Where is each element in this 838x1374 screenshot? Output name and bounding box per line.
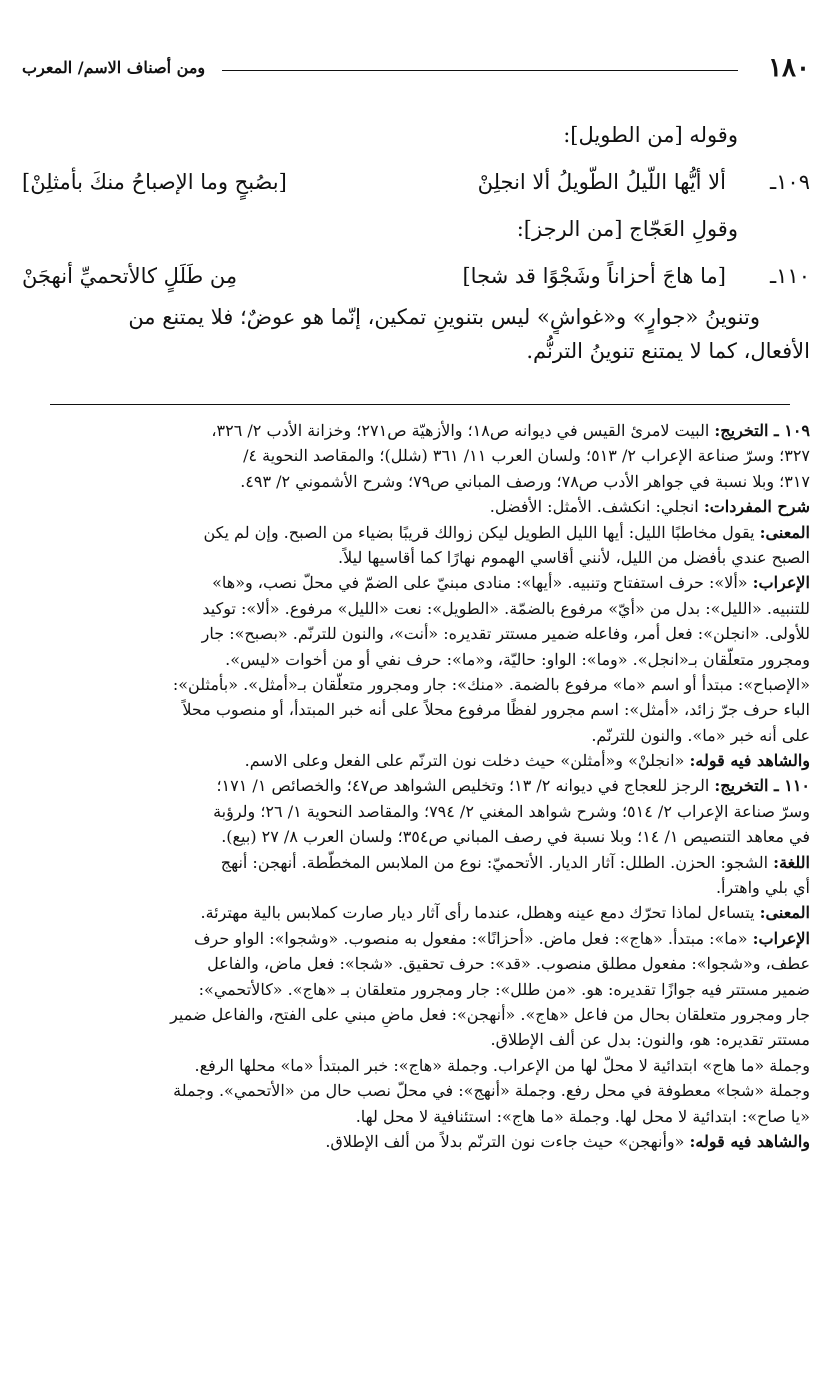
- header-rule: [222, 70, 738, 71]
- note-text: الرجز للعجاج في ديوانه ٢/ ١٣؛ وتخليص الشواهد ص٤٧؛ والخصائص ١/ ١٧١؛: [216, 776, 710, 796]
- verse-intro-1: وقوله [من الطويل]:: [563, 123, 738, 147]
- prose-line: الأفعال، كما لا يمتنع تنوينُ الترنُّم.: [526, 339, 810, 363]
- note-line: عطف، و«شجوا»: مفعول مطلق منصوب. «قد»: حرف تحقيق. «شجا»: فعل ماض، والفاعل: [207, 954, 810, 974]
- note-line: [20, 520, 810, 545]
- running-title: ومن أصناف الاسم/ المعرب: [22, 58, 206, 77]
- prose-line: وتنوينُ «جوارٍ» و«غواشٍ» ليس بتنوينِ تمكين، إنّما هو عوضٌ؛ فلا يمتنع من: [128, 305, 760, 329]
- verse-intro-2: وقولِ العَجّاج [من الرجز]:: [516, 217, 738, 241]
- first-hemistich: ألا أيُّها اللّيلُ الطّويلُ ألا انجلِنْ: [477, 170, 726, 194]
- note-line: وجملة «ما هاج» ابتدائية لا محلّ لها من الإعراب. وجملة «هاج»: خبر المبتدأ «ما» محلها الرفع.: [194, 1055, 810, 1075]
- verse-110: [22, 252, 810, 300]
- note-line: [20, 926, 810, 951]
- note-line: جار ومجرور متعلقان بحال من فاعل «هاج». «أنهجن»: فعل ماضٍ مبني على الفتح، والفاعل ضمير: [170, 1004, 810, 1024]
- note-line: مستتر تقديره: هو، والنون: بدل عن ألف الإطلاق.: [490, 1030, 810, 1050]
- note-text: «وأنهجن» حيث جاءت نون الترنّم بدلاً من ألف الإطلاق.: [325, 1131, 685, 1151]
- second-hemistich: مِن طَلَلٍ كالأتحميِّ أنهجَنْ: [22, 264, 238, 288]
- note-line: وجملة «شجا» معطوفة في محل رفع. وجملة «أنهج»: في محلّ نصب حال من «الأتحمي». وجملة: [173, 1081, 810, 1101]
- first-hemistich: [ما هاجَ أحزاناً وشَجْوًا قد شجا]: [462, 264, 726, 288]
- note-text: البيت لامرئ القيس في ديوانه ص١٨؛ والأزهيّة ص٢٧١؛ وخزانة الأدب ٢/ ٣٢٦،: [211, 421, 710, 440]
- note-line: [20, 570, 810, 595]
- note-text: الشجو: الحزن. الطلل: آثار الديار. الأتحميّ: نوع من الملابس المخطّطة. أنهجن: أنهج: [220, 852, 769, 872]
- meaning-label: المعنى:: [759, 522, 810, 542]
- verse-109: [22, 158, 810, 206]
- verse-number: ١٠٩ـ: [770, 170, 810, 194]
- note-text: يقول مخاطبًا الليل: أيها الليل الطويل ليكن زوالك قريبًا بضياء من الصبح. وإن لم يكن: [203, 522, 755, 542]
- note-line: ٣٢٧؛ وسرّ صناعة الإعراب ٢/ ٥١٣؛ ولسان العرب ١١/ ٣٦١ (شلل)؛ والمقاصد النحوية ٤/: [243, 446, 810, 466]
- note-line: ٣١٧؛ وبلا نسبة في جواهر الأدب ص٧٨؛ ورصف المباني ص٧٩؛ وشرح الأشموني ٢/ ٤٩٣.: [240, 471, 810, 491]
- parsing-label: الإعراب:: [752, 573, 810, 593]
- note-line: [20, 494, 810, 519]
- verse-number: ١١٠ـ: [770, 264, 810, 288]
- prose-paragraph: [22, 300, 810, 368]
- note-line: للأولى. «انجلن»: فعل أمر، وفاعله ضمير مستتر تقديره: «أنت»، والنون للترنّم. «بصبح»: جار: [201, 624, 810, 644]
- note-line: الباء حرف جرّ زائد، «أمثل»: اسم مجرور لفظًا مرفوع محلاً على أنه خبر المبتدأ، أو منصوب محلاً: [182, 700, 810, 720]
- note-line: للتنبيه. «الليل»: بدل من «أيّ» مرفوع بالضمّة. «الطويل»: نعت «الليل» مرفوع. «ألا»: توكيد: [202, 598, 810, 618]
- main-text: [22, 112, 810, 368]
- note-line: ومجرور متعلّقان بـ«انجل». «وما»: الواو: حاليّة، و«ما»: حرف نفي أو من أخوات «ليس».: [225, 649, 810, 669]
- note-line: [20, 773, 810, 798]
- vocabulary-label: شرح المفردات:: [703, 497, 810, 517]
- note-line: [20, 748, 810, 773]
- note-line: وسرّ صناعة الإعراب ٢/ ٥١٤؛ وشرح شواهد المغني ٢/ ٧٩٤؛ والمقاصد النحوية ١/ ٢٦؛ ولرؤبة: [213, 801, 810, 821]
- page-number: ١٨٠: [768, 53, 810, 83]
- note-110-label: ١١٠ ـ التخريج:: [714, 776, 810, 796]
- footnote-divider: [50, 404, 790, 405]
- evidence-label: والشاهد فيه قوله:: [689, 751, 810, 771]
- note-line: [20, 900, 810, 925]
- note-text: «ألا»: حرف استفتاح وتنبيه. «أيها»: منادى مبنيّ على الضمّ في محلّ نصب، و«ها»: [212, 573, 748, 593]
- note-line: أي بلي واهترأ.: [715, 878, 810, 898]
- note-line: على أنه خبر «ما». والنون للترنّم.: [591, 725, 810, 745]
- note-109-label: ١٠٩ ـ التخريج:: [714, 421, 810, 440]
- language-label: اللغة:: [773, 852, 810, 872]
- note-text: انجلي: انكشف. الأمثل: الأفضل.: [489, 497, 699, 517]
- note-line: «الإصباح»: مبتدأ أو اسم «ما» مرفوع بالضمة. «منك»: جار ومجرور متعلّقان بـ«أمثل». «بأمثلن»:: [172, 674, 810, 694]
- note-line: [20, 850, 810, 875]
- page-header: [22, 50, 810, 86]
- second-hemistich: [بصُبحٍ وما الإصباحُ منكَ بأمثلِنْ]: [22, 170, 287, 194]
- note-text: يتساءل لماذا تحرّك دمع عينه وهطل، عندما رأى آثار ديار صارت كملابس بالية مهترئة.: [200, 903, 755, 923]
- note-text: «ما»: مبتدأ. «هاج»: فعل ماض. «أحزانًا»: مفعول به منصوب. «وشجوا»: الواو حرف: [193, 928, 748, 948]
- note-line: «يا صاح»: ابتدائية لا محل لها. وجملة «ما هاج»: استئنافية لا محل لها.: [355, 1106, 810, 1126]
- note-text: «انجلنْ» و«أمثلن» حيث دخلت نون الترنّم على الفعل وعلى الاسم.: [244, 751, 685, 771]
- note-line: [20, 1129, 810, 1154]
- footnotes: [20, 418, 810, 1154]
- meaning-label: المعنى:: [759, 903, 810, 923]
- note-line: في معاهد التنصيص ١/ ١٤؛ وبلا نسبة في رصف المباني ص٣٥٤؛ ولسان العرب ٨/ ٢٧ (بيع).: [221, 827, 810, 847]
- note-line: [20, 418, 810, 443]
- parsing-label: الإعراب:: [752, 928, 810, 948]
- note-line: ضمير مستتر فيه جوازًا تقديره: هو. «من طلل»: جار ومجرور متعلقان بـ «هاج». «كالأتحمي»:: [198, 979, 810, 999]
- evidence-label: والشاهد فيه قوله:: [689, 1131, 810, 1151]
- note-line: الصبح عندي بأفضل من الليل، لأنني أقاسي الهموم نهارًا كما أقاسيها ليلاً.: [337, 547, 810, 567]
